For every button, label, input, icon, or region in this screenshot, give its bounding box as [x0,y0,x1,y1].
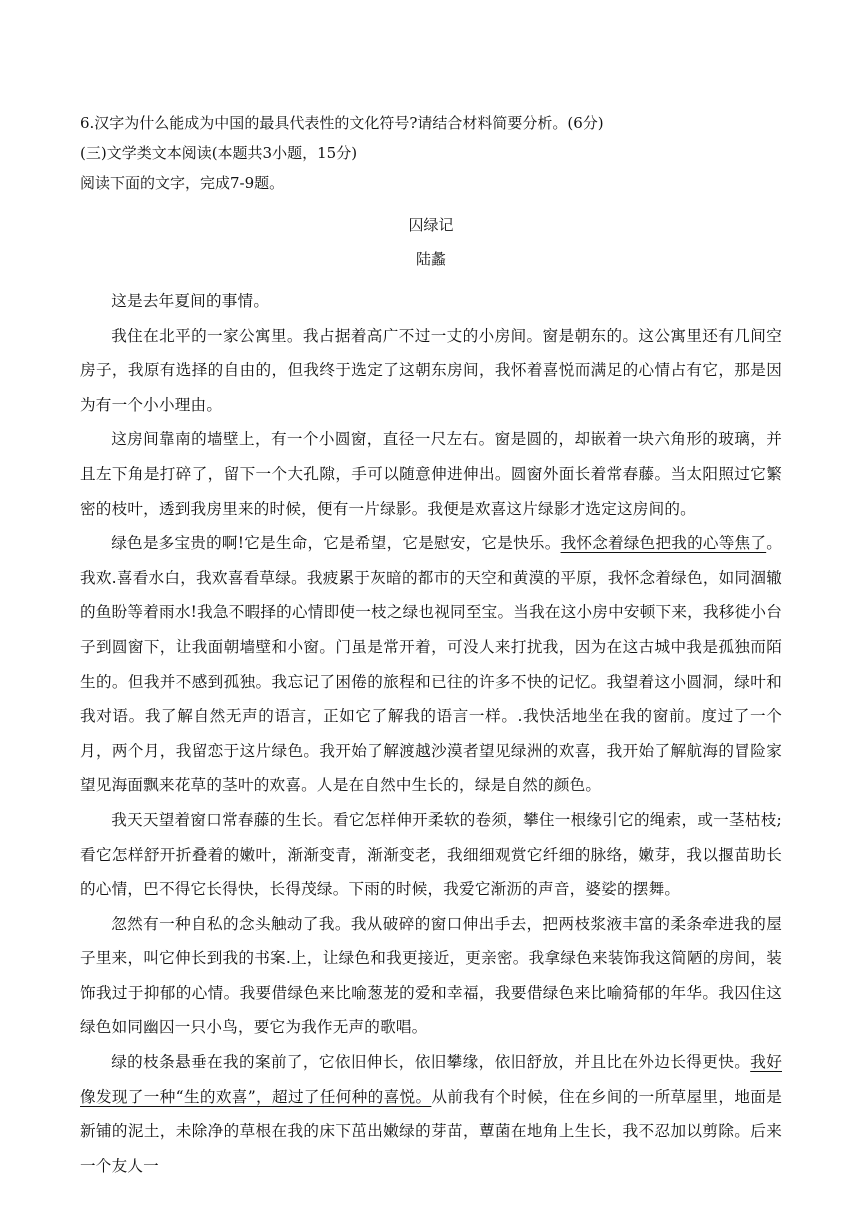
article-body [80,284,782,1183]
paragraph-7 [80,1045,782,1183]
paragraph-6: 忽然有一种自私的念头触动了我。我从破碎的窗口伸出手去，把两枝浆液丰富的柔条牵进我的屋子里来，叫它伸长到我的书案.上，让绿色和我更接近，更亲密。我拿绿色来装饰我这简陋的房间，装饰我过于抑郁的心情。我要借绿色来比喻葱茏的爱和幸福，我要借绿色来比喻猗郁的年华。我囚住这绿色如同幽囚一只小鸟，要它为我作无声的歌唱。 [80,914,782,1037]
paragraph-4-start: 绿色是多宝贵的啊!它是生命，它是希望，它是慰安，它是快乐。 [111,534,561,553]
article-author: 陆蠡 [415,250,446,268]
underlined-sentence-1: 我怀念着绿色把我的心等焦了 [560,534,767,553]
question-6: 6.汉字为什么能成为中国的最具代表性的文化符号?请结合材料简要分析。(6分) [80,114,604,132]
paragraph-4-rest: 。我欢.喜看水白，我欢喜看草绿。我疲累于灰暗的都市的天空和黄漠的平原，我怀念着绿色，如同涸辙的鱼盼等着雨水!我急不暇择的心情即使一枝之绿也视同至宝。当我在这小房中安顿下来，我移徙小台子到圆窗下，让我面朝墙壁和小窗。门虽是常开着，可没人来打扰我，因为在这古城中我是孤独而陌生的。但我并不感到孤独。我忘记了困倦的旅程和已往的许多不快的记忆。我望着这小圆洞，绿叶和我对语。我了解自然无声的语言，正如它了解我的语言一样。.我快活地坐在我的窗前。度过了一个月，两个月，我留恋于这片绿色。我开始了解渡越沙漠者望见绿洲的欢喜，我开始了解航海的冒险家望见海面飘来花草的茎叶的欢喜。人是在自然中生长的，绿是自然的颜色。 [80,534,782,795]
paragraph-5: 我天天望着窗口常春藤的生长。看它怎样伸开柔软的卷须，攀住一根缘引它的绳索，或一茎枯枝;看它怎样舒开折叠着的嫩叶，渐渐变青，渐渐变老，我细细观赏它纤细的脉络，嫩芽，我以揠苗助长的心情，巴不得它长得快，长得茂绿。下雨的时候，我爱它渐沥的声音，婆娑的摆舞。 [80,810,782,899]
paragraph-2: 我住在北平的一家公寓里。我占据着高广不过一丈的小房间。窗是朝东的。这公寓里还有几间空房子，我原有选择的自由的，但我终于选定了这朝东房间，我怀着喜悦而满足的心情占有它，那是因为有一个小小理由。 [80,326,782,414]
paragraph-3: 这房间靠南的墙壁上，有一个小圆窗，直径一尺左右。窗是圆的，却嵌着一块六角形的玻璃，并且左下角是打碎了，留下一个大孔隙，手可以随意伸进伸出。圆窗外面长着常春藤。当太阳照过它繁密的枝叶，透到我房里来的时候，便有一片绿影。我便是欢喜这片绿影才选定这房间的。 [80,430,782,518]
paragraph-4 [80,526,782,803]
section-heading: (三)文学类文本阅读(本题共3小题，15分) [80,144,358,162]
paragraph-7-start: 绿的枝条悬垂在我的案前了，它依旧伸长，依旧攀缘，依旧舒放，并且比在外边长得更快。 [111,1053,751,1072]
article-title: 囚绿记 [408,216,454,234]
paragraph-1: 这是去年夏间的事情。 [111,292,270,310]
paragraph-7-rest: 从前我有个时候，住在乡间的一所草屋里，地面是新铺的泥土，未除净的草根在我的床下茁出嫩绿的芽苗，蕈菌在地角上生长，我不忍加以剪除。后来一个友人一 [80,1087,782,1175]
reading-instruction: 阅读下面的文字，完成7-9题。 [80,174,285,192]
underlined-sentence-2: 我好像发现了一种“生的欢喜”，超过了任何种的喜悦。 [80,1053,782,1106]
